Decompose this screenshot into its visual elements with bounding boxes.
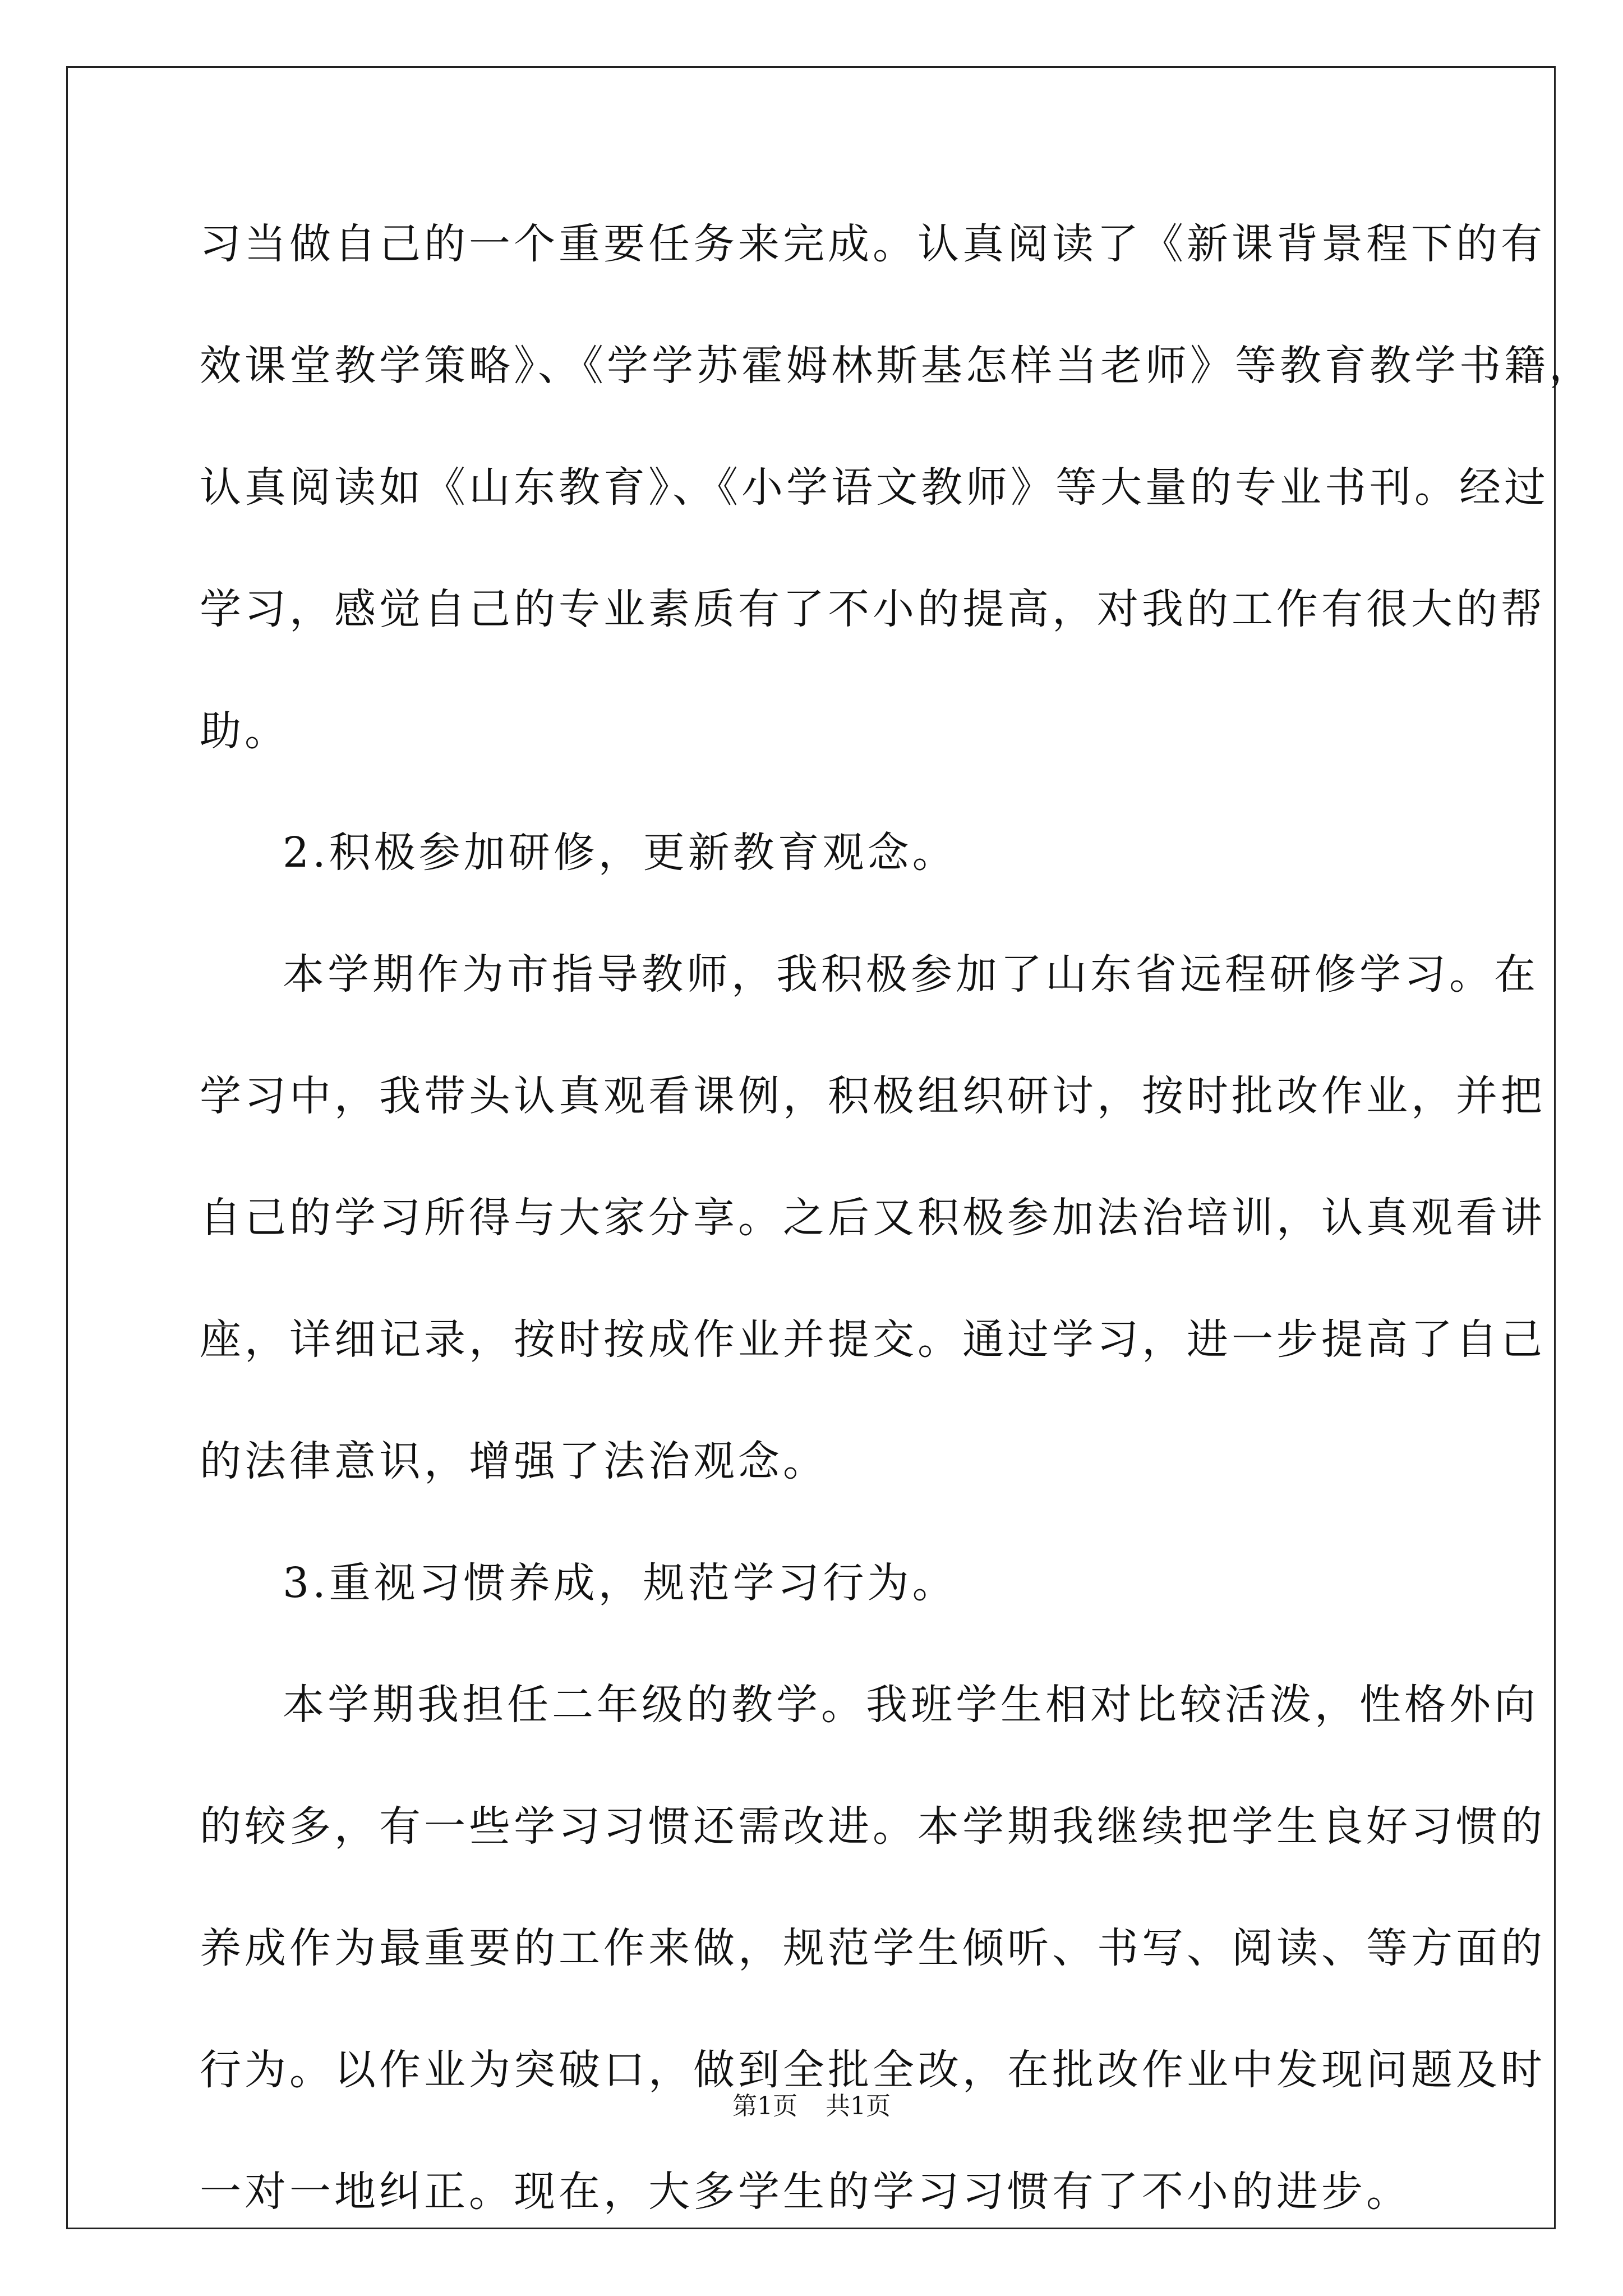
text-line: 认真阅读如《山东教育》、《小学语文教师》等大量的专业书刊。经过 [200,463,1549,512]
text-line: 本学期我担任二年级的教学。我班学生相对比较活泼，性格外向 [283,1681,1539,1729]
text-line: 习当做自己的一个重要任务来完成。认真阅读了《新课背景程下的有 [200,220,1546,268]
text-line: 的较多，有一些学习习惯还需改进。本学期我继续把学生良好习惯的 [200,1802,1546,1851]
text-line: 座，详细记录，按时按成作业并提交。通过学习，进一步提高了自己 [200,1315,1546,1364]
text-line: 学习，感觉自己的专业素质有了不小的提高，对我的工作有很大的帮 [200,585,1546,633]
text-line: 助。 [200,707,289,755]
page-count: 共1页 [826,2092,891,2120]
text-line: 养成作为最重要的工作来做，规范学生倾听、书写、阅读、等方面的 [200,1924,1546,1972]
text-line: 的法律意识，增强了法治观念。 [200,1437,828,1485]
text-line: 学习中，我带头认真观看课例，积极组织研讨，按时批改作业，并把 [200,1072,1546,1120]
text-line: 一对一地纠正。现在，大多学生的学习习惯有了不小的进步。 [200,2168,1411,2216]
section-heading: 2.积极参加研修，更新教育观念。 [283,829,957,877]
text-line: 本学期作为市指导教师，我积极参加了山东省远程研修学习。在 [283,950,1539,999]
section-heading: 3.重视习惯养成，规范学习行为。 [283,1559,957,1607]
text-line: 自己的学习所得与大家分享。之后又积极参加法治培训，认真观看讲 [200,1194,1546,1242]
text-line: 行为。以作业为突破口，做到全批全改，在批改作业中发现问题及时 [200,2046,1546,2094]
page-footer [0,2090,1623,2123]
text-line: 效课堂教学策略》、《学学苏霍姆林斯基怎样当老师》等教育教学书籍， [200,342,1594,390]
page-number: 第1页 [732,2092,797,2120]
